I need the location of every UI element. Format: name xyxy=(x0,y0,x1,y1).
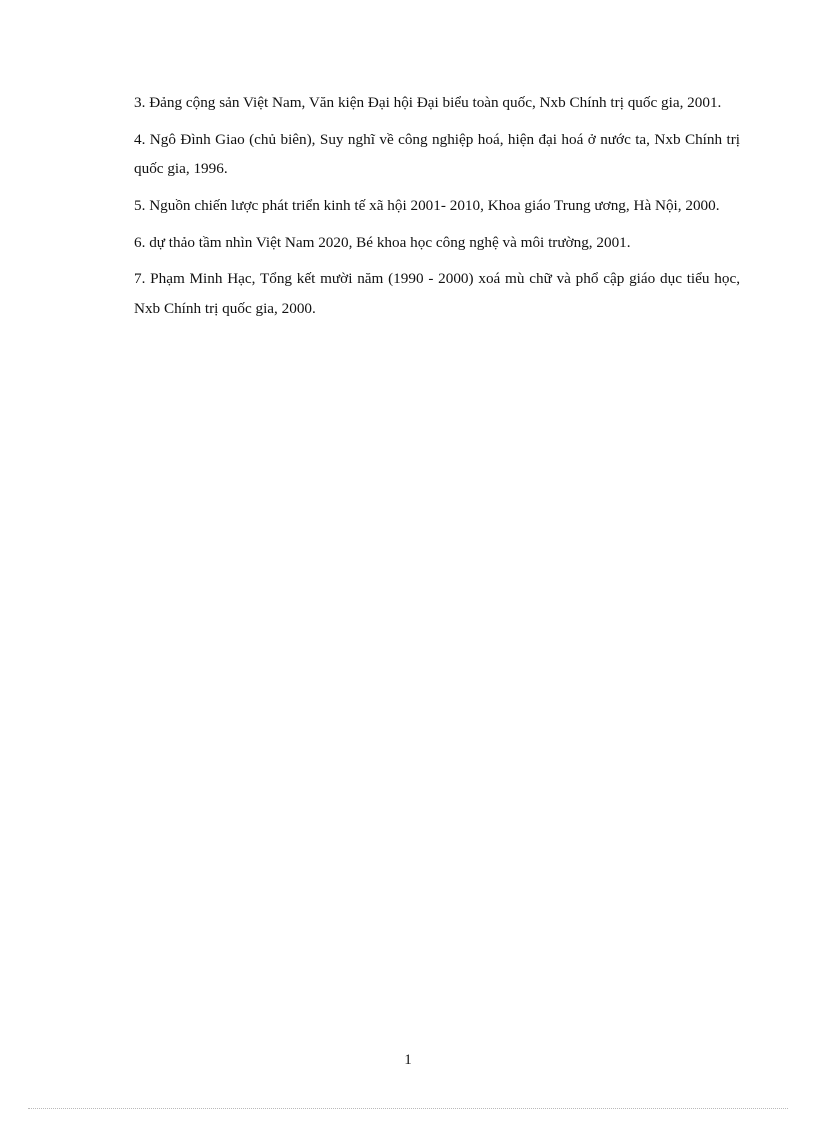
page-number: 1 xyxy=(404,1052,412,1068)
references-list xyxy=(134,88,740,323)
list-item: 4. Ngô Đình Giao (chủ biên), Suy nghĩ về công nghiệp hoá, hiện đại hoá ở nước ta, Nxb Chính trị quốc gia, 1996. xyxy=(134,130,740,178)
list-item: 3. Đảng cộng sản Việt Nam, Văn kiện Đại hội Đại biểu toàn quốc, Nxb Chính trị quốc gia, 2001. xyxy=(134,94,722,111)
list-item: 7. Phạm Minh Hạc, Tổng kết mười năm (1990 - 2000) xoá mù chữ và phổ cập giáo dục tiểu học, Nxb Chính trị quốc gia, 2000. xyxy=(134,270,740,317)
list-item: 5. Nguồn chiến lược phát triển kinh tế xã hội 2001- 2010, Khoa giáo Trung ương, Hà Nội, 2000. xyxy=(134,196,720,214)
list-item: 6. dự thảo tầm nhìn Việt Nam 2020, Bé khoa học công nghệ và môi trường, 2001. xyxy=(134,233,631,251)
page-bottom-divider xyxy=(28,1108,788,1109)
